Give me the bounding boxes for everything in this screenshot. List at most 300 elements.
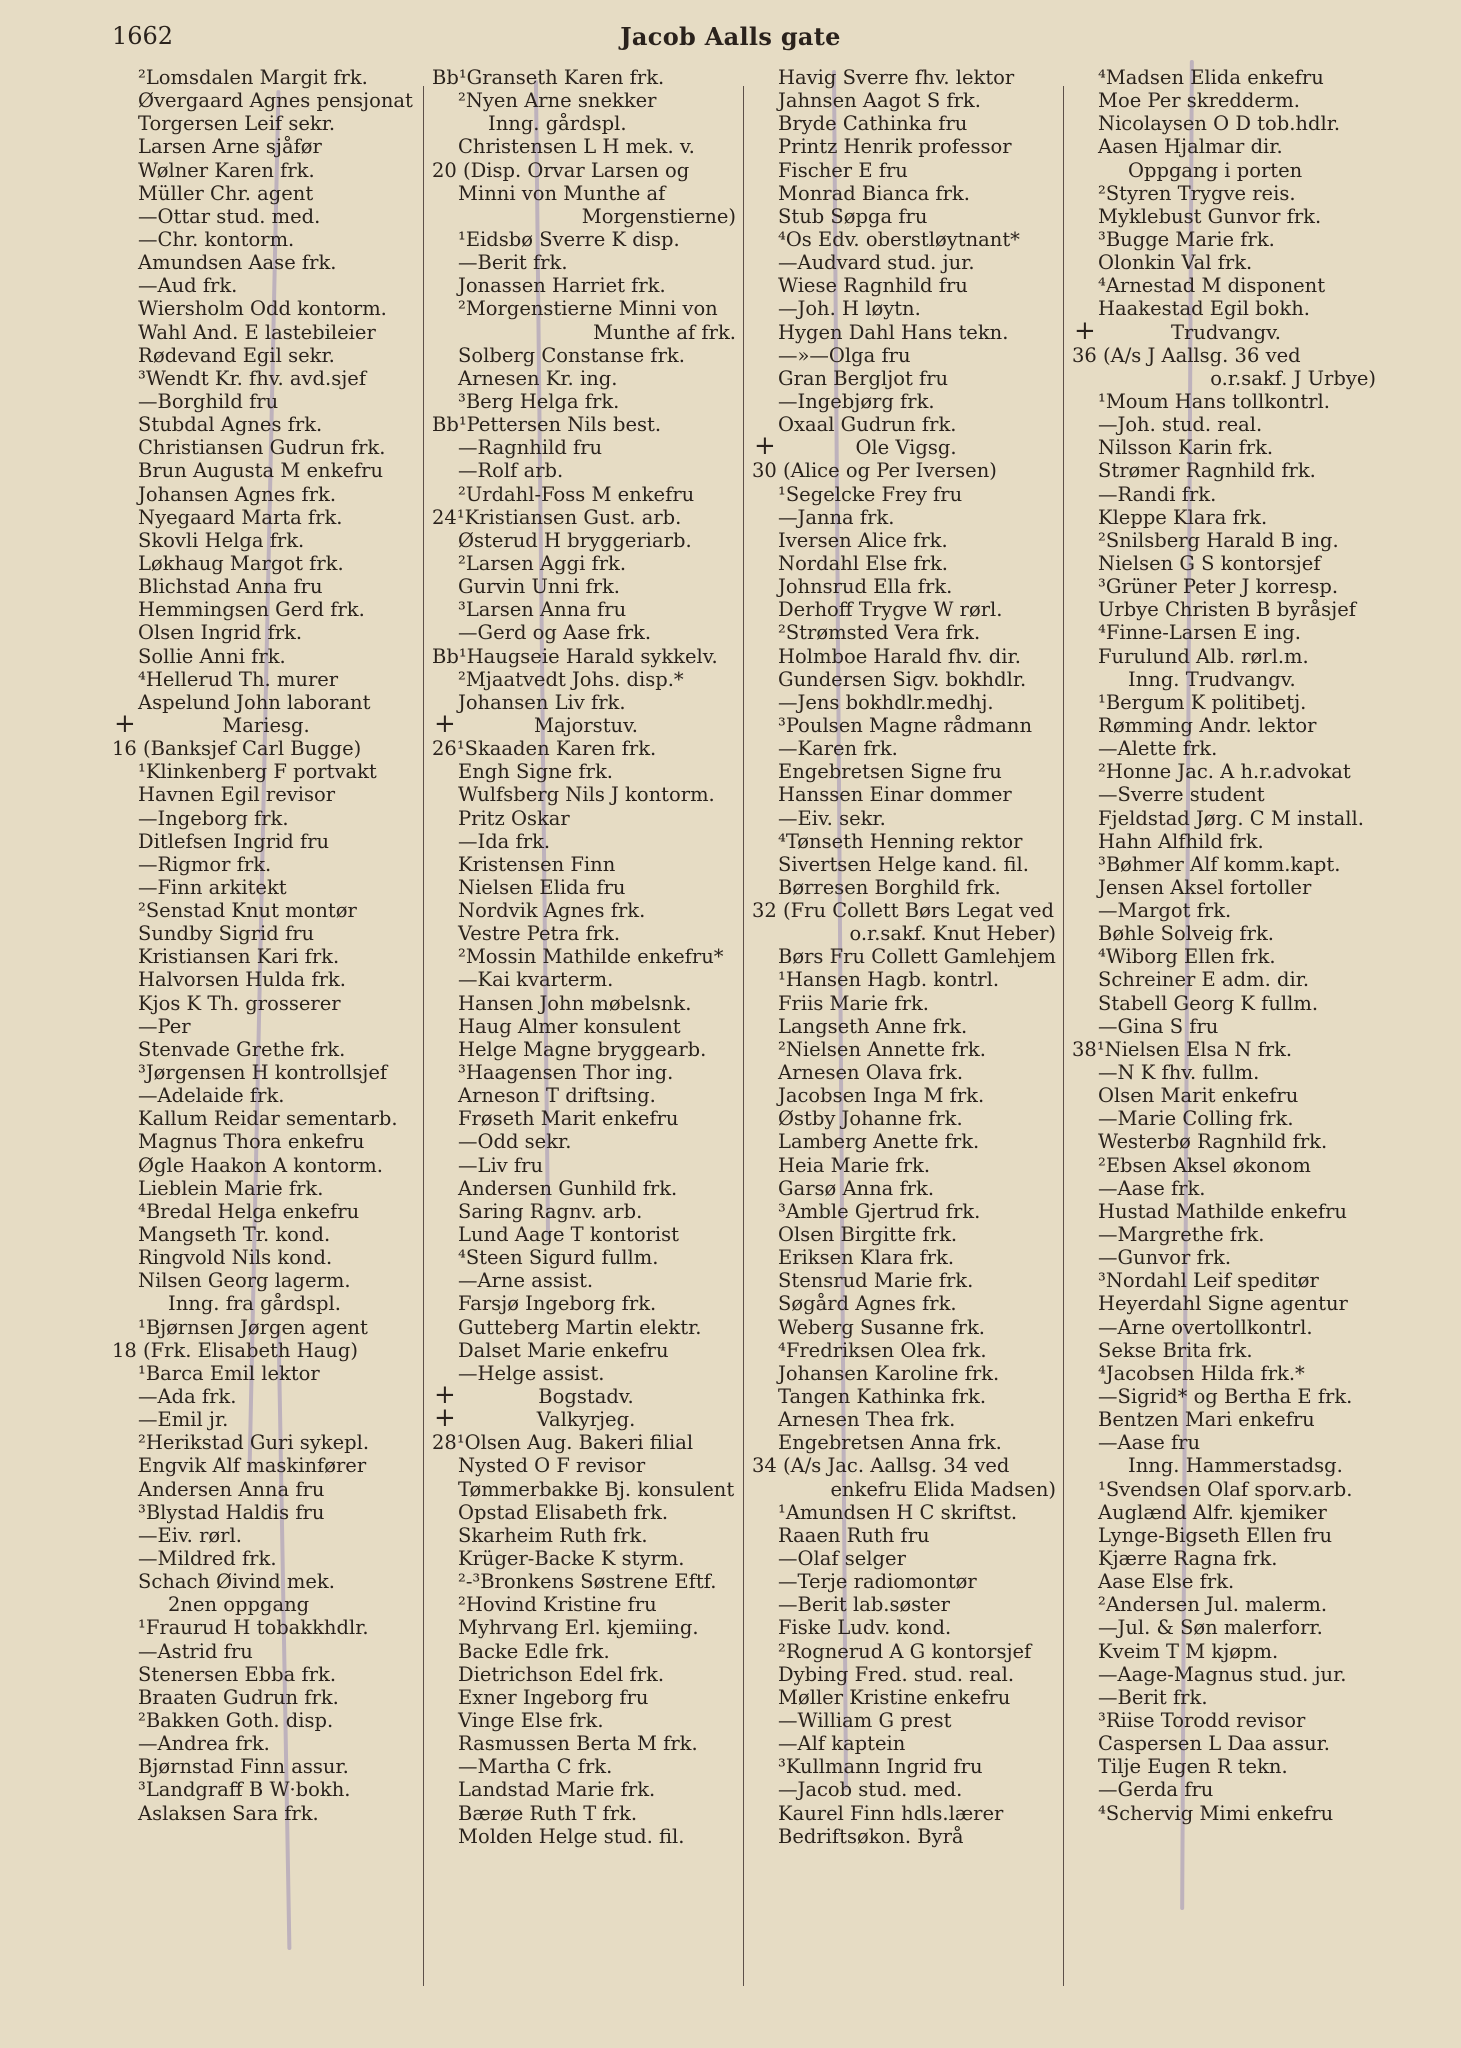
directory-entry: Westerbø Ragnhild frk.: [1098, 1130, 1328, 1154]
directory-entry: Urbye Christen B byråsjef: [1098, 598, 1356, 622]
directory-entry: —Berit frk.: [1098, 1685, 1208, 1709]
directory-entry: Farsjø Ingeborg frk.: [458, 1292, 657, 1316]
directory-entry: Jacobsen Inga M frk.: [778, 1084, 985, 1108]
directory-entry: ⁴Wiborg Ellen frk.: [1098, 945, 1276, 969]
directory-entry: Inng. Trudvangv.: [1128, 667, 1296, 691]
directory-entry: Tømmerbakke Bj. konsulent: [458, 1477, 735, 1501]
directory-entry: Johansen Liv frk.: [458, 690, 626, 714]
directory-entry: ¹Segelcke Frey fru: [778, 482, 963, 506]
address-heading: Bb¹Pettersen Nils best.: [432, 413, 662, 437]
street-name: Bogstadv.: [538, 1385, 634, 1409]
directory-entry: Stubdal Agnes frk.: [138, 413, 323, 437]
page-title: Jacob Aalls gate: [620, 22, 841, 51]
directory-entry: —Per: [138, 1014, 191, 1038]
directory-entry: Gutteberg Martin elektr.: [458, 1315, 702, 1339]
street-crossing: [752, 431, 1060, 462]
address-heading: 16 (Banksjef Carl Bugge): [112, 737, 362, 761]
directory-entry: ³Kullmann Ingrid fru: [778, 1755, 983, 1779]
directory-entry: Olsen Birgitte frk.: [778, 1223, 958, 1247]
directory-entry: —Eiv. rørl.: [138, 1523, 242, 1547]
directory-entry: Myklebust Gunvor frk.: [1098, 204, 1322, 228]
directory-entry: Wahl And. E lastebileier: [138, 320, 376, 344]
directory-entry: Østby Johanne frk.: [778, 1107, 963, 1131]
column-1: [112, 66, 420, 1825]
directory-entry: Opstad Elisabeth frk.: [458, 1500, 669, 1524]
directory-entry: —Liv fru: [458, 1153, 543, 1177]
directory-entry: Hanssen Einar dommer: [778, 783, 1012, 807]
directory-entry: Johansen Karoline frk.: [778, 1361, 1000, 1385]
directory-entry: Landstad Marie frk.: [458, 1778, 656, 1802]
directory-entry: —Eiv. sekr.: [778, 806, 886, 830]
directory-entry: Vestre Petra frk.: [458, 922, 621, 946]
directory-entry: Auglænd Alfr. kjemiker: [1098, 1500, 1327, 1524]
directory-entry: Munthe af frk.: [593, 320, 736, 344]
directory-entry: —Ingeborg frk.: [138, 806, 289, 830]
directory-entry: Stenersen Ebba frk.: [138, 1662, 337, 1686]
directory-entry: ³Blystad Haldis fru: [138, 1500, 325, 1524]
directory-entry: 2nen oppgang: [168, 1593, 310, 1617]
directory-entry: Heia Marie frk.: [778, 1153, 931, 1177]
directory-entry: Arnesen Thea frk.: [778, 1408, 956, 1432]
directory-entry: ²Larsen Aggi frk.: [458, 551, 627, 575]
directory-entry: ²Mjaatvedt Johs. disp.*: [458, 667, 684, 691]
directory-entry: Blichstad Anna fru: [138, 575, 323, 599]
directory-entry: Hansen John møbelsnk.: [458, 991, 692, 1015]
directory-entry: Olonkin Val frk.: [1098, 251, 1253, 275]
directory-entry: Müller Chr. agent: [138, 181, 314, 205]
directory-entry: —Aase frk.: [1098, 1176, 1206, 1200]
address-heading: 36 (A/s J Aallsg. 36 ved: [1072, 343, 1301, 367]
directory-entry: Strømer Ragnhild frk.: [1098, 459, 1316, 483]
directory-entry: Pritz Oskar: [458, 806, 570, 830]
directory-entry: —Ida frk.: [458, 829, 551, 853]
directory-entry: —Janna frk.: [778, 505, 895, 529]
directory-entry: Jensen Aksel fortoller: [1098, 875, 1312, 899]
crossing-icon: +: [114, 708, 136, 739]
directory-entry: Øgle Haakon A kontorm.: [138, 1153, 383, 1177]
directory-entry: ⁴Jacobsen Hilda frk.*: [1098, 1361, 1305, 1385]
street-name: Majorstuv.: [533, 713, 638, 737]
directory-entry: Dybing Fred. stud. real.: [778, 1662, 1015, 1686]
directory-entry: Fiske Ludv. kond.: [778, 1616, 952, 1640]
directory-entry: ²Urdahl-Foss M enkefru: [458, 482, 695, 506]
directory-entry: Rasmussen Berta M frk.: [458, 1732, 698, 1756]
directory-entry: Saring Ragnv. arb.: [458, 1199, 643, 1223]
directory-entry: —Mildred frk.: [138, 1547, 277, 1570]
directory-entry: —Ada frk.: [138, 1385, 237, 1409]
directory-entry: Magnus Thora enkefru: [138, 1130, 365, 1154]
directory-entry: Lynge-Bigseth Ellen fru: [1098, 1523, 1333, 1547]
directory-entry: ²Lomsdalen Margit frk.: [138, 66, 368, 89]
directory-entry: Johansen Agnes frk.: [138, 482, 337, 506]
directory-entry: Caspersen L Daa assur.: [1098, 1732, 1331, 1756]
directory-entry: ³Amble Gjertrud frk.: [778, 1199, 981, 1223]
directory-entry: —Rolf arb.: [458, 459, 564, 483]
directory-entry: ³Wendt Kr. fhv. avd.sjef: [138, 366, 367, 390]
directory-entry: ²Andersen Jul. malerm.: [1098, 1593, 1328, 1617]
directory-entry: ³Bøhmer Alf komm.kapt.: [1098, 852, 1341, 876]
column-2: [432, 66, 740, 1848]
directory-entry: ²-³Bronkens Søstrene Eftf.: [458, 1570, 717, 1594]
directory-entry: ⁴Schervig Mimi enkefru: [1098, 1801, 1334, 1825]
directory-entry: Arnesen Kr. ing.: [458, 366, 618, 390]
directory-entry: ⁴Fredriksen Olea frk.: [778, 1338, 987, 1362]
directory-entry: ²Senstad Knut montør: [138, 899, 357, 923]
directory-entry: —Finn arkitekt: [138, 875, 287, 899]
directory-entry: —Martha C frk.: [458, 1755, 613, 1779]
crossing-icon: +: [434, 1380, 456, 1411]
directory-entry: —Berit frk.: [458, 251, 568, 275]
directory-entry: —Olaf selger: [778, 1547, 906, 1570]
directory-entry: ³Landgraff B W·bokh.: [138, 1778, 351, 1802]
directory-entry: Andersen Anna fru: [138, 1477, 325, 1501]
directory-entry: —N K fhv. fullm.: [1098, 1061, 1260, 1085]
directory-entry: Nyegaard Marta frk.: [138, 505, 343, 529]
street-name: Trudvangv.: [1171, 320, 1281, 344]
directory-entry: Engvik Alf maskinfører: [138, 1454, 367, 1478]
directory-entry: Wiersholm Odd kontorm.: [138, 297, 387, 321]
directory-entry: Christiansen Gudrun frk.: [138, 436, 386, 460]
address-heading: Bb¹Granseth Karen frk.: [432, 66, 665, 89]
crossing-icon: +: [754, 431, 776, 462]
directory-entry: —Gina S fru: [1098, 1014, 1219, 1038]
directory-entry: Nysted O F revisor: [458, 1454, 646, 1478]
address-heading: Bb¹Haugseie Harald sykkelv.: [432, 644, 718, 668]
street-name: Ole Vigsg.: [855, 436, 957, 460]
directory-entry: Stabell Georg K fullm.: [1098, 991, 1319, 1015]
directory-entry: Haug Almer konsulent: [458, 1014, 681, 1038]
directory-entry: Weberg Susanne frk.: [778, 1315, 985, 1339]
directory-entry: Arnesen Olava frk.: [778, 1061, 964, 1085]
directory-entry: Backe Edle frk.: [458, 1639, 610, 1663]
street-crossing: [432, 708, 740, 739]
directory-entry: Ditlefsen Ingrid fru: [138, 829, 330, 853]
directory-entry: Amundsen Aase frk.: [138, 251, 337, 275]
directory-entry: Dietrichson Edel frk.: [458, 1662, 665, 1686]
directory-entry: Nordvik Agnes frk.: [458, 899, 646, 923]
directory-entry: —»—Olga fru: [778, 343, 911, 367]
directory-entry: Aspelund John laborant: [138, 690, 371, 714]
directory-entry: Hemmingsen Gerd frk.: [138, 598, 365, 622]
directory-entry: Olsen Ingrid frk.: [138, 621, 303, 645]
address-heading: 26¹Skaaden Karen frk.: [432, 737, 657, 761]
directory-entry: Sekse Brita frk.: [1098, 1338, 1253, 1362]
directory-entry: —Alette frk.: [1098, 737, 1218, 761]
directory-entry: ¹Bergum K politibetj.: [1098, 690, 1307, 714]
directory-entry: —Karen frk.: [778, 737, 898, 761]
directory-entry: Bærøe Ruth T frk.: [458, 1801, 638, 1825]
directory-entry: ⁴Finne-Larsen E ing.: [1098, 621, 1301, 645]
directory-entry: Skarheim Ruth frk.: [458, 1523, 648, 1547]
directory-entry: ³Nordahl Leif speditør: [1098, 1269, 1319, 1293]
directory-entry: —Ingebjørg frk.: [778, 389, 935, 413]
directory-entry: o.r.sakf. Knut Heber): [849, 922, 1056, 946]
directory-entry: Kjos K Th. grosserer: [138, 991, 341, 1015]
directory-entry: ³Bugge Marie frk.: [1098, 227, 1275, 251]
directory-entry: Engebretsen Signe fru: [778, 760, 1002, 784]
directory-entry: —Rigmor frk.: [138, 852, 272, 876]
directory-entry: Vinge Else frk.: [458, 1708, 604, 1732]
column-divider: [1063, 86, 1064, 1986]
directory-entry: —Jacob stud. med.: [778, 1778, 963, 1802]
directory-entry: Hahn Alfhild frk.: [1098, 829, 1264, 853]
directory-entry: Kaurel Finn hdls.lærer: [778, 1801, 1004, 1825]
directory-entry: Raaen Ruth fru: [778, 1523, 930, 1547]
street-crossing: [432, 1403, 740, 1434]
column-4: [1072, 66, 1380, 1825]
directory-entry: Kjærre Ragna frk.: [1098, 1547, 1278, 1570]
directory-entry: ¹Klinkenberg F portvakt: [138, 760, 377, 784]
crossing-icon: +: [434, 1403, 456, 1434]
directory-entry: Furulund Alb. rørl.m.: [1098, 644, 1309, 668]
directory-entry: ⁴Hellerud Th. murer: [138, 667, 339, 691]
directory-entry: ¹Moum Hans tollkontrl.: [1098, 389, 1330, 413]
directory-entry: Mangseth Tr. kond.: [138, 1223, 331, 1247]
street-crossing: [1072, 315, 1380, 346]
directory-entry: —Odd sekr.: [458, 1130, 572, 1154]
directory-entry: Morgenstierne): [581, 204, 736, 228]
directory-entry: Christensen L H mek. v.: [458, 135, 695, 159]
directory-entry: Bryde Cathinka fru: [778, 112, 968, 136]
directory-entry: ²Styren Trygve reis.: [1098, 181, 1296, 205]
directory-entry: ²Herikstad Guri sykepl.: [138, 1431, 370, 1455]
directory-entry: ²Snilsberg Harald B ing.: [1098, 528, 1339, 552]
directory-entry: Bøhle Solveig frk.: [1098, 922, 1274, 946]
directory-entry: Lund Aage T kontorist: [458, 1223, 679, 1247]
directory-entry: Kristensen Finn: [458, 852, 616, 876]
directory-entry: ⁴Madsen Elida enkefru: [1098, 66, 1324, 89]
directory-entry: —Aase fru: [1098, 1431, 1201, 1455]
directory-entry: —Alf kaptein: [778, 1732, 906, 1756]
directory-entry: —Sverre student: [1098, 783, 1265, 807]
directory-entry: Schach Øivind mek.: [138, 1570, 335, 1594]
directory-entry: Olsen Marit enkefru: [1098, 1084, 1299, 1108]
directory-entry: o.r.sakf. J Urbye): [1210, 366, 1376, 390]
address-heading: 24¹Kristiansen Gust. arb.: [432, 505, 682, 529]
address-heading: 18 (Frk. Elisabeth Haug): [112, 1338, 358, 1362]
directory-entry: Løkhaug Margot frk.: [138, 551, 344, 575]
directory-entry: —Ragnhild fru: [458, 436, 603, 460]
directory-entry: —Jul. & Søn malerforr.: [1098, 1616, 1323, 1640]
directory-entry: Braaten Gudrun frk.: [138, 1685, 339, 1709]
directory-entry: ²Morgenstierne Minni von: [458, 297, 718, 321]
directory-entry: Rødevand Egil sekr.: [138, 343, 335, 367]
directory-entry: Derhoff Trygve W rørl.: [778, 598, 1003, 622]
directory-entry: Stenvade Grethe frk.: [138, 1037, 346, 1061]
directory-entry: Molden Helge stud. fil.: [458, 1824, 685, 1848]
directory-entry: Kristiansen Kari frk.: [138, 945, 340, 969]
directory-entry: —Margot frk.: [1098, 899, 1232, 923]
page-number: 1662: [112, 22, 174, 50]
directory-entry: Inng. Hammerstadsg.: [1128, 1454, 1343, 1478]
directory-entry: ³Berg Helga frk.: [458, 389, 620, 413]
directory-entry: —Chr. kontorm.: [138, 227, 295, 251]
directory-entry: Garsø Anna frk.: [778, 1176, 935, 1200]
directory-entry: Sollie Anni frk.: [138, 644, 286, 668]
directory-entry: ¹Amundsen H C skriftst.: [778, 1500, 1018, 1524]
directory-entry: Larsen Arne sjåfør: [138, 135, 322, 159]
directory-entry: Tangen Kathinka frk.: [778, 1385, 987, 1409]
directory-entry: enkefru Elida Madsen): [830, 1477, 1056, 1501]
directory-entry: Tilje Eugen R tekn.: [1098, 1755, 1288, 1779]
directory-entry: Wiese Ragnhild fru: [778, 274, 968, 298]
directory-entry: —Borghild fru: [138, 389, 279, 413]
directory-entry: Nordahl Else frk.: [778, 551, 948, 575]
directory-entry: —Sigrid* og Bertha E frk.: [1098, 1385, 1353, 1409]
directory-entry: —Emil jr.: [138, 1408, 229, 1432]
directory-entry: Havig Sverre fhv. lektor: [778, 66, 1015, 89]
directory-entry: —Gerd og Aase frk.: [458, 621, 652, 645]
directory-entry: —Terje radiomontør: [778, 1570, 977, 1594]
directory-entry: Wulfsberg Nils J kontorm.: [458, 783, 715, 807]
directory-entry: Aslaksen Sara frk.: [138, 1801, 319, 1825]
directory-entry: —Arne overtollkontrl.: [1098, 1315, 1313, 1339]
directory-entry: ²Honne Jac. A h.r.advokat: [1098, 760, 1351, 784]
directory-entry: Børs Fru Collett Gamlehjem: [778, 945, 1056, 969]
directory-entry: —Berit lab.søster: [778, 1593, 950, 1617]
directory-entry: Lamberg Anette frk.: [778, 1130, 980, 1154]
directory-entry: Inng. fra gårdspl.: [168, 1292, 341, 1316]
directory-entry: Sundby Sigrid fru: [138, 922, 315, 946]
directory-entry: —William G prest: [778, 1708, 952, 1732]
crossing-icon: +: [434, 708, 456, 739]
directory-entry: Frøseth Marit enkefru: [458, 1107, 679, 1131]
directory-entry: ¹Svendsen Olaf sporv.arb.: [1098, 1477, 1353, 1501]
address-heading: 32 (Fru Collett Børs Legat ved: [752, 899, 1055, 923]
directory-entry: ⁴Arnestad M disponent: [1098, 274, 1326, 298]
address-heading: 28¹Olsen Aug. Bakeri filial: [432, 1431, 694, 1455]
directory-entry: Kveim T M kjøpm.: [1098, 1639, 1279, 1663]
directory-entry: —Andrea frk.: [138, 1732, 270, 1756]
directory-entry: —Adelaide frk.: [138, 1084, 285, 1108]
directory-entry: Inng. gårdspl.: [488, 112, 627, 136]
directory-entry: ²Mossin Mathilde enkefru*: [458, 945, 724, 969]
directory-entry: Bentzen Mari enkefru: [1098, 1408, 1315, 1432]
directory-entry: Schreiner E adm. dir.: [1098, 968, 1310, 992]
directory-entry: Dalset Marie enkefru: [458, 1338, 669, 1362]
directory-entry: Skovli Helga frk.: [138, 528, 305, 552]
directory-entry: Moe Per skredderm.: [1098, 89, 1300, 113]
directory-entry: —Randi frk.: [1098, 482, 1217, 506]
directory-entry: Printz Henrik professor: [778, 135, 1012, 159]
directory-entry: ²Bakken Goth. disp.: [138, 1708, 334, 1732]
street-name: Mariesg.: [222, 713, 310, 737]
directory-entry: Holmboe Harald fhv. dir.: [778, 644, 1021, 668]
directory-entry: Langseth Anne frk.: [778, 1014, 968, 1038]
directory-entry: —Audvard stud. jur.: [778, 251, 975, 275]
directory-entry: ⁴Steen Sigurd fullm.: [458, 1246, 659, 1270]
directory-entry: Friis Marie frk.: [778, 991, 929, 1015]
address-heading: 20 (Disp. Orvar Larsen og: [432, 158, 690, 182]
directory-entry: Jahnsen Aagot S frk.: [778, 89, 981, 113]
directory-entry: Minni von Munthe af: [458, 181, 666, 205]
directory-entry: Krüger-Backe K styrm.: [458, 1547, 685, 1570]
crossing-icon: +: [1074, 315, 1096, 346]
directory-entry: ¹Hansen Hagb. kontrl.: [778, 968, 1000, 992]
directory-entry: Gurvin Unni frk.: [458, 575, 621, 599]
address-heading: 30 (Alice og Per Iversen): [752, 459, 997, 483]
directory-entry: ²Hovind Kristine fru: [458, 1593, 657, 1617]
directory-entry: —Margrethe frk.: [1098, 1223, 1265, 1247]
address-heading: 34 (A/s Jac. Aallsg. 34 ved: [752, 1454, 1010, 1478]
directory-entry: Bedriftsøkon. Byrå: [778, 1824, 964, 1848]
directory-entry: Fischer E fru: [778, 158, 908, 182]
directory-entry: Øvergaard Agnes pensjonat: [138, 89, 413, 113]
directory-entry: —Arne assist.: [458, 1269, 594, 1293]
directory-entry: Havnen Egil revisor: [138, 783, 336, 807]
directory-entry: ³Grüner Peter J korresp.: [1098, 575, 1339, 599]
directory-entry: Søgård Agnes frk.: [778, 1292, 957, 1316]
directory-entry: ⁴Tønseth Henning rektor: [778, 829, 1023, 853]
directory-entry: Engebretsen Anna frk.: [778, 1431, 1002, 1455]
directory-entry: Nilsson Karin frk.: [1098, 436, 1274, 460]
directory-entry: Helge Magne bryggearb.: [458, 1037, 707, 1061]
directory-entry: Kallum Reidar sementarb.: [138, 1107, 398, 1131]
directory-entry: ²Rognerud A G kontorsjef: [778, 1639, 1032, 1663]
directory-entry: ²Nyen Arne snekker: [458, 89, 657, 113]
directory-entry: —Helge assist.: [458, 1361, 605, 1385]
directory-entry: Exner Ingeborg fru: [458, 1685, 649, 1709]
directory-entry: Halvorsen Hulda frk.: [138, 968, 346, 992]
directory-entry: —Ottar stud. med.: [138, 204, 321, 228]
directory-entry: Bjørnstad Finn assur.: [138, 1755, 349, 1779]
column-divider: [743, 86, 744, 1986]
directory-entry: ²Nielsen Annette frk.: [778, 1037, 986, 1061]
directory-entry: Nicolaysen O D tob.hdlr.: [1098, 112, 1341, 136]
directory-entry: Wølner Karen frk.: [138, 158, 315, 182]
directory-entry: ¹Barca Emil lektor: [138, 1361, 320, 1385]
directory-entry: ⁴Os Edv. oberstløytnant*: [778, 227, 1020, 251]
directory-entry: Brun Augusta M enkefru: [138, 459, 384, 483]
street-crossing: [432, 1380, 740, 1411]
directory-entry: ³Jørgensen H kontrollsjef: [138, 1061, 388, 1085]
directory-entry: Monrad Bianca frk.: [778, 181, 970, 205]
directory-entry: Torgersen Leif sekr.: [138, 112, 336, 136]
directory-entry: Fjeldstad Jørg. C M install.: [1098, 806, 1364, 830]
directory-entry: —Kai kvarterm.: [458, 968, 614, 992]
address-heading: 38¹Nielsen Elsa N frk.: [1072, 1037, 1293, 1061]
directory-entry: Aase Else frk.: [1098, 1570, 1235, 1594]
directory-entry: ²Ebsen Aksel økonom: [1098, 1153, 1311, 1177]
directory-entry: Myhrvang Erl. kjemiing.: [458, 1616, 699, 1640]
street-crossing: [112, 708, 420, 739]
directory-entry: —Aud frk.: [138, 274, 238, 298]
directory-entry: ³Larsen Anna fru: [458, 598, 627, 622]
directory-entry: Børresen Borghild frk.: [778, 875, 1001, 899]
directory-entry: ⁴Bredal Helga enkefru: [138, 1199, 360, 1223]
directory-entry: Engh Signe frk.: [458, 760, 613, 784]
directory-entry: Østerud H bryggeriarb.: [458, 528, 692, 552]
directory-entry: ³Haagensen Thor ing.: [458, 1061, 674, 1085]
directory-entry: Gran Bergljot fru: [778, 366, 949, 390]
directory-entry: —Jens bokhdlr.medhj.: [778, 690, 994, 714]
directory-entry: Hustad Mathilde enkefru: [1098, 1199, 1347, 1223]
directory-entry: Andersen Gunhild frk.: [458, 1176, 678, 1200]
directory-entry: Kleppe Klara frk.: [1098, 505, 1268, 529]
directory-entry: —Joh. H løytn.: [778, 297, 921, 321]
directory-entry: ¹Eidsbø Sverre K disp.: [458, 227, 680, 251]
directory-entry: Arneson T driftsing.: [458, 1084, 656, 1108]
directory-entry: Jonassen Harriet frk.: [458, 274, 666, 298]
directory-entry: ¹Fraurud H tobakkhdlr.: [138, 1616, 369, 1640]
directory-entry: —Gerda fru: [1098, 1778, 1214, 1802]
directory-entry: Solberg Constanse frk.: [458, 343, 685, 367]
directory-entry: Rømming Andr. lektor: [1098, 713, 1317, 737]
directory-entry: Stub Søpga fru: [778, 204, 928, 228]
directory-entry: —Astrid fru: [138, 1639, 253, 1663]
directory-entry: Sivertsen Helge kand. fil.: [778, 852, 1029, 876]
directory-entry: Gundersen Sigv. bokhdlr.: [778, 667, 1027, 691]
